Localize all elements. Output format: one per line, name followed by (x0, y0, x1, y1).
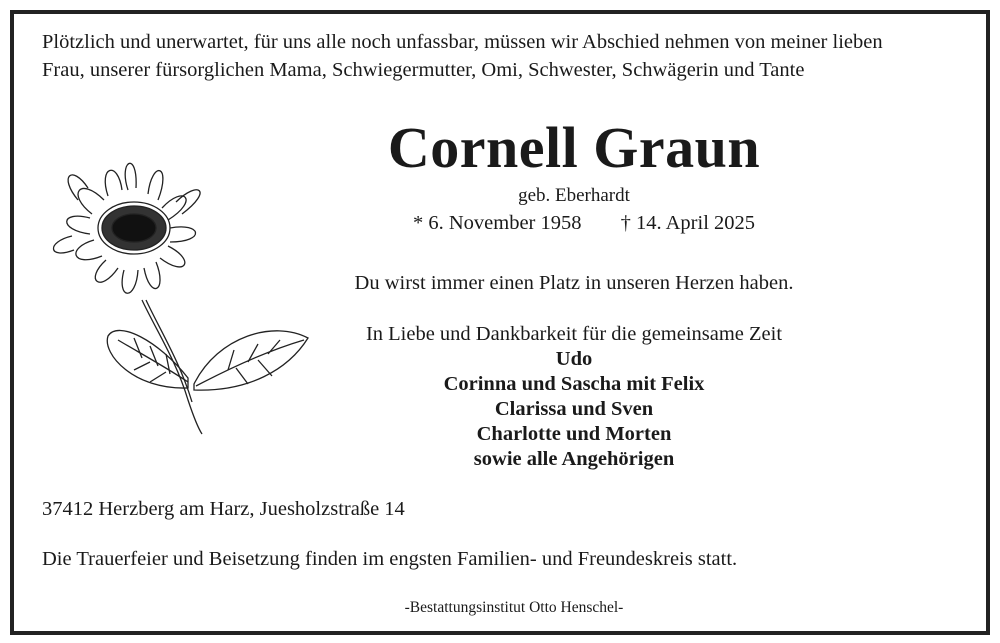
sunflower-icon (38, 140, 318, 440)
obituary-frame (10, 10, 990, 635)
mourner-name: Corinna und Sascha mit Felix (443, 373, 705, 395)
birth-name: geb. Eberhardt (518, 185, 630, 206)
deceased-name: Cornell Graun (387, 115, 761, 180)
mourner-name: Charlotte und Morten (476, 423, 672, 445)
mourner-name: Udo (555, 348, 593, 370)
mourner-name: sowie alle Angehörigen (473, 448, 675, 470)
undertaker-credit: -Bestattungsinstitut Otto Henschel- (404, 599, 624, 616)
intro-line-2: Frau, unserer fürsorglichen Mama, Schwiegermutter, Omi, Schwester, Schwägerin und Tante (42, 59, 805, 81)
mourner-name: Clarissa und Sven (494, 398, 654, 420)
birth-date: * 6. November 1958 (412, 212, 582, 234)
death-date: † 14. April 2025 (620, 212, 756, 234)
intro-text (42, 28, 972, 84)
life-dates (364, 212, 804, 235)
ceremony-note: Die Trauerfeier und Beisetzung finden im engsten Familien- und Freundeskreis statt. (42, 548, 738, 570)
thanks-line: In Liebe und Dankbarkeit für die gemeinsame Zeit (365, 323, 783, 345)
mourners-block (294, 322, 854, 472)
intro-line-1: Plötzlich und unerwartet, für uns alle noch unfassbar, müssen wir Abschied nehmen von meiner lieben (42, 31, 883, 53)
memorial-quote: Du wirst immer einen Platz in unseren Herzen haben. (354, 272, 794, 294)
address: 37412 Herzberg am Harz, Juesholzstraße 14 (42, 498, 405, 520)
